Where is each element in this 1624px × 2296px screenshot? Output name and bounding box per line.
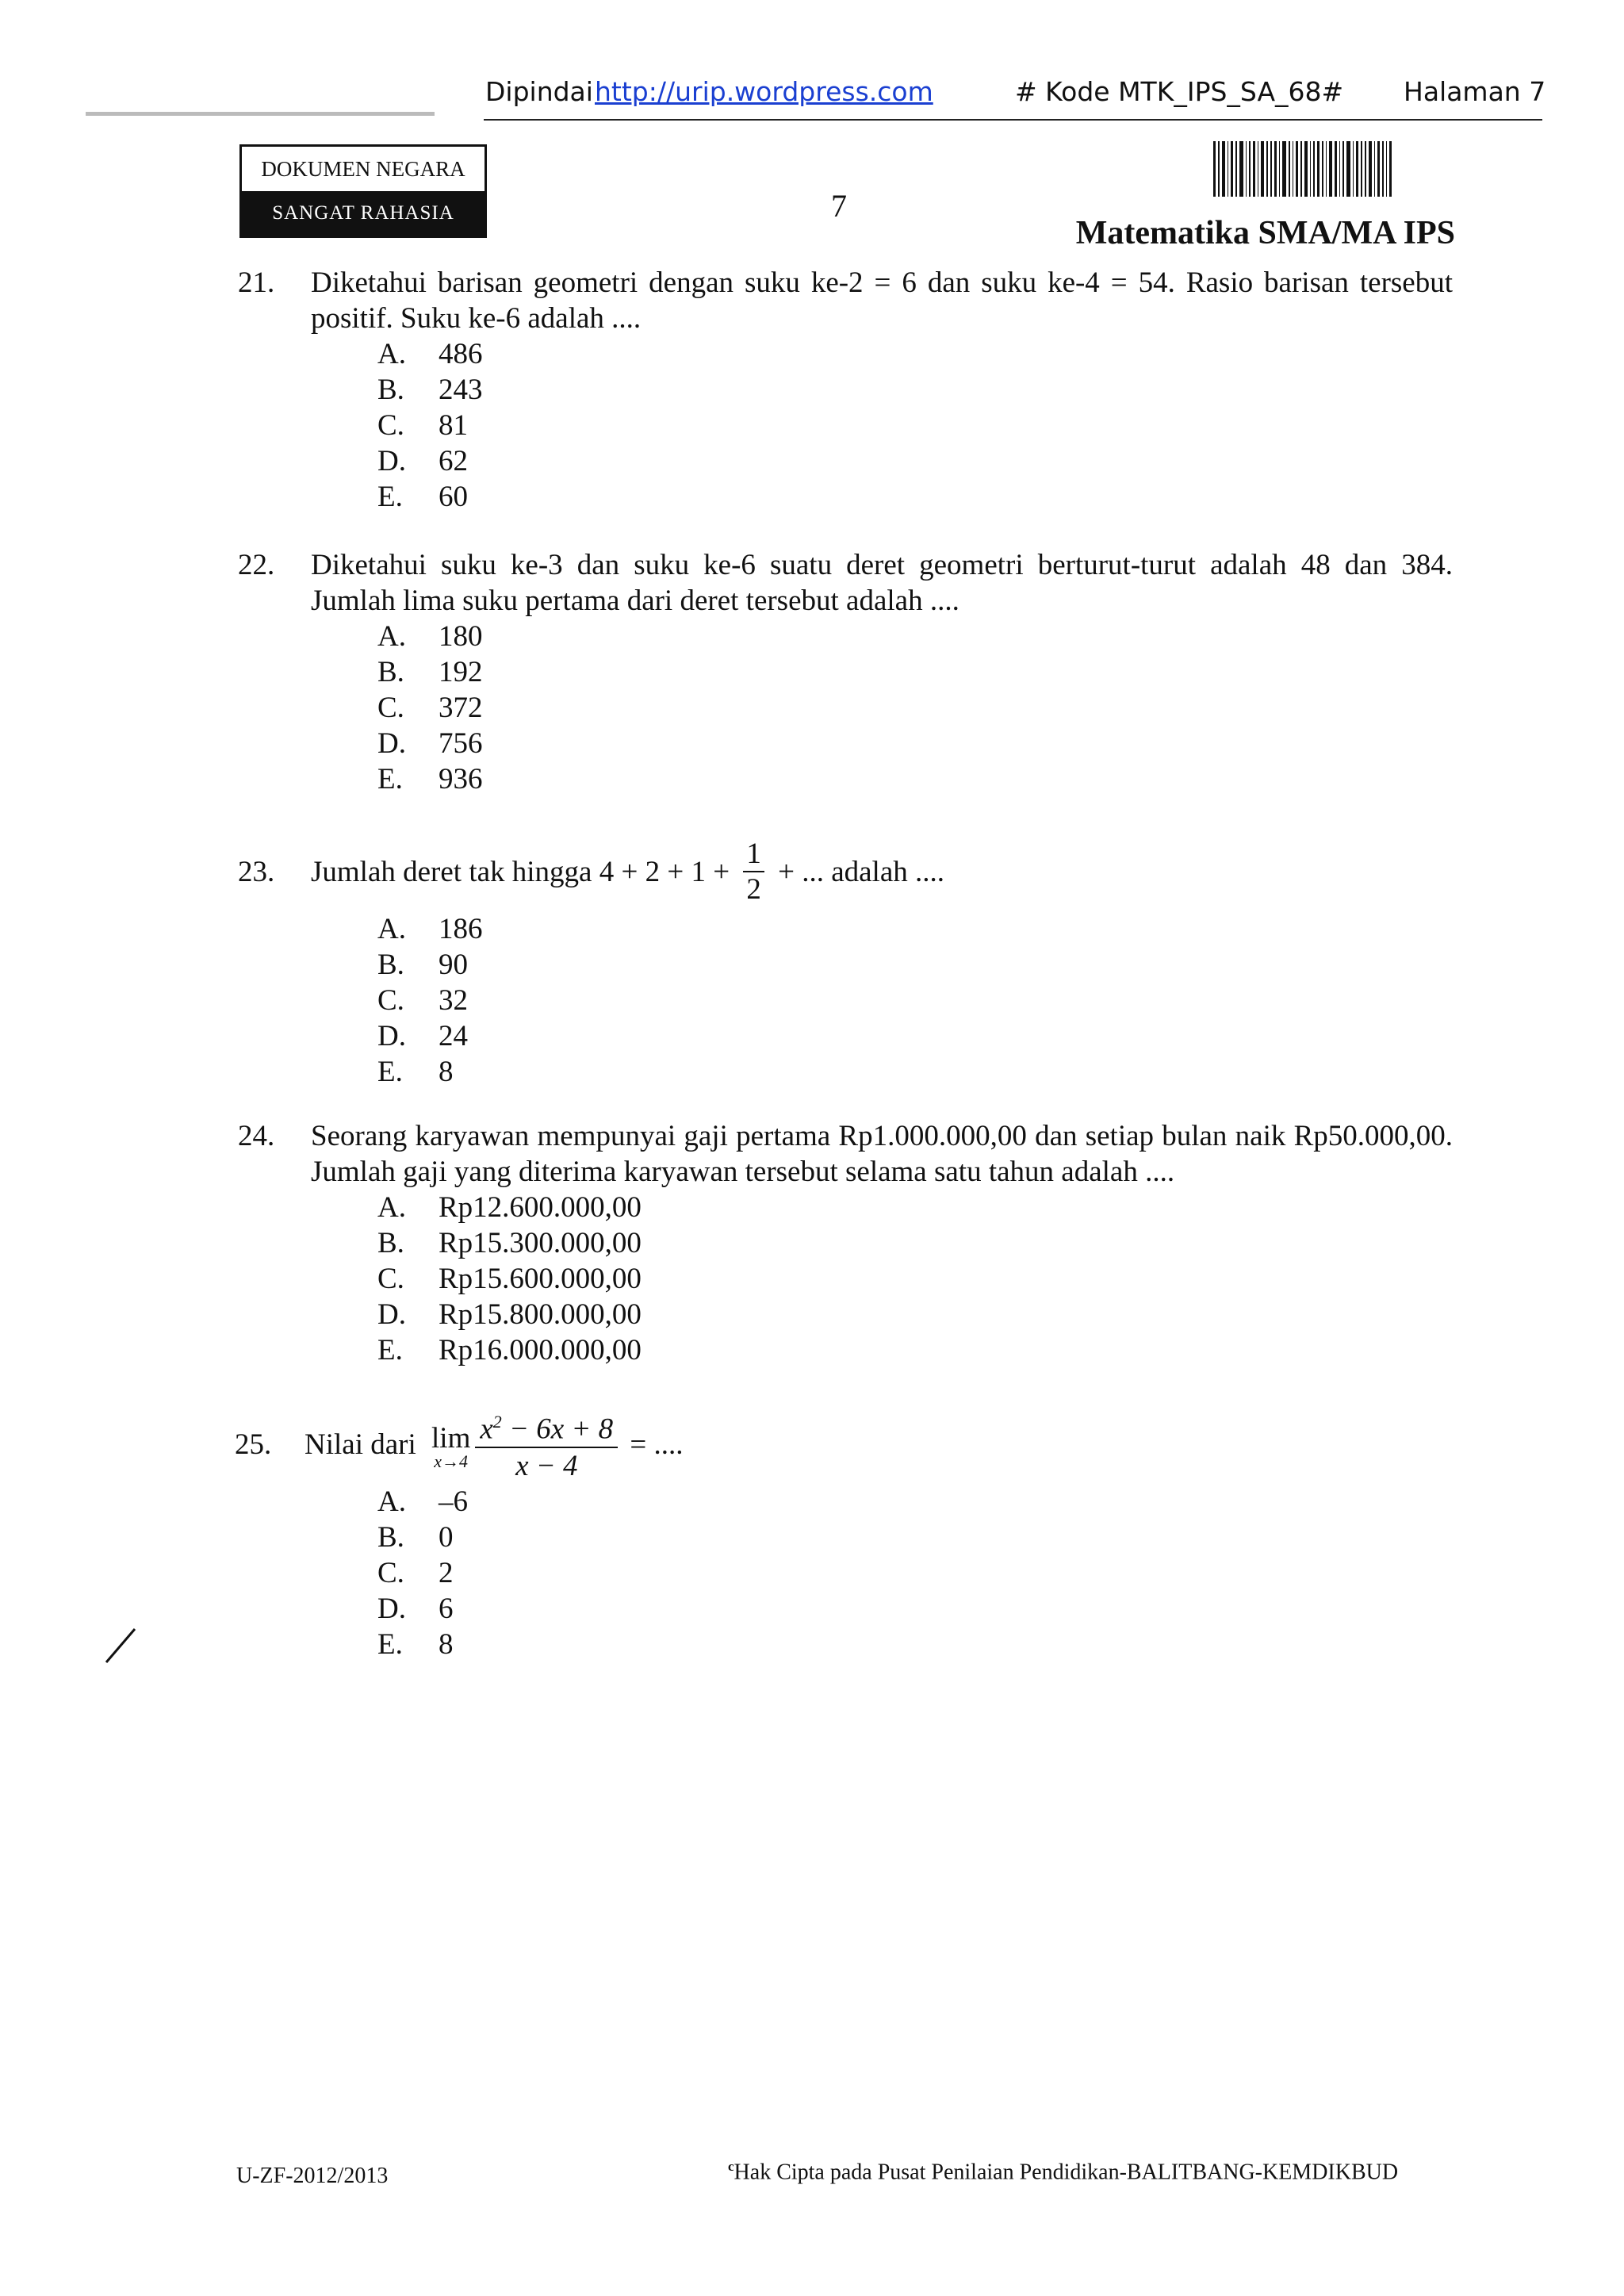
question-text-end: = .... bbox=[630, 1428, 684, 1461]
option-letter: D. bbox=[377, 727, 406, 760]
header-rule bbox=[484, 119, 1542, 121]
option bbox=[377, 408, 1453, 443]
option-value: 486 bbox=[439, 338, 483, 370]
option-value: 62 bbox=[439, 445, 468, 477]
option bbox=[377, 443, 1453, 479]
scan-header bbox=[485, 76, 1548, 117]
option bbox=[377, 947, 1453, 983]
option-value: 372 bbox=[439, 692, 483, 724]
barcode-bar bbox=[1369, 141, 1372, 197]
question-number: 22. bbox=[238, 549, 275, 581]
fraction-numerator: 1 bbox=[746, 837, 761, 870]
barcode-bar bbox=[1322, 141, 1323, 197]
barcode-bar bbox=[1356, 141, 1358, 197]
option-letter: C. bbox=[377, 1263, 404, 1295]
question-text: Diketahui suku ke-3 dan suku ke-6 suatu deret geometri berturut-turut adalah 48 dan 384. Jumlah lima suku pertama dari deret tersebut adalah .... bbox=[311, 549, 1453, 617]
barcode-bar bbox=[1235, 141, 1237, 197]
option-letter: E. bbox=[377, 481, 403, 513]
options-list bbox=[377, 1190, 1453, 1368]
barcode-bar bbox=[1231, 141, 1233, 197]
limit-subscript: x→4 bbox=[434, 1451, 469, 1472]
option-letter: E. bbox=[377, 763, 403, 795]
limit-operator bbox=[431, 1424, 470, 1470]
barcode-bar bbox=[1213, 141, 1216, 197]
option bbox=[377, 690, 1453, 726]
barcode-bar bbox=[1296, 141, 1298, 197]
barcode-bar bbox=[1382, 141, 1384, 197]
barcode-bar bbox=[1253, 141, 1255, 197]
option bbox=[377, 1190, 1453, 1225]
barcode-bar bbox=[1304, 141, 1308, 197]
barcode-bar bbox=[1374, 141, 1375, 197]
option-letter: E. bbox=[377, 1334, 403, 1366]
option-letter: A. bbox=[377, 1191, 406, 1224]
footer-code: U-ZF-2012/2013 bbox=[236, 2164, 389, 2188]
question-23 bbox=[238, 833, 1453, 1090]
question-24 bbox=[238, 1118, 1453, 1368]
option-value: 60 bbox=[439, 481, 468, 513]
barcode-bar bbox=[1346, 141, 1350, 197]
barcode-bar bbox=[1377, 141, 1380, 197]
option-letter: A. bbox=[377, 913, 406, 945]
option bbox=[377, 1332, 1453, 1368]
question-21 bbox=[238, 265, 1453, 515]
barcode-icon bbox=[1213, 141, 1459, 197]
option bbox=[377, 1627, 1450, 1662]
option-letter: D. bbox=[377, 1020, 406, 1052]
barcode-bar bbox=[1342, 141, 1344, 197]
barcode-bar bbox=[1365, 141, 1366, 197]
barcode-bar bbox=[1335, 141, 1337, 197]
option bbox=[377, 372, 1453, 408]
limit-fraction bbox=[475, 1413, 618, 1481]
source-link[interactable]: http://urip.wordpress.com bbox=[595, 76, 933, 107]
question-number: 23. bbox=[238, 856, 275, 888]
question-text bbox=[311, 833, 1453, 911]
barcode-bar bbox=[1310, 141, 1311, 197]
option-letter: C. bbox=[377, 984, 404, 1017]
option-letter: B. bbox=[377, 1521, 404, 1554]
option-value: 192 bbox=[439, 656, 483, 688]
barcode-bar bbox=[1279, 141, 1280, 197]
classification-box bbox=[239, 144, 487, 238]
barcode-bar bbox=[1274, 141, 1277, 197]
question-text-start: Nilai dari bbox=[304, 1428, 416, 1461]
option bbox=[377, 1520, 1450, 1555]
fraction-numerator bbox=[475, 1413, 618, 1447]
option-value: 6 bbox=[439, 1593, 454, 1625]
options-list bbox=[377, 911, 1453, 1090]
footer-copyright bbox=[728, 2159, 1398, 2185]
option-value: 24 bbox=[439, 1020, 468, 1052]
option-letter: B. bbox=[377, 656, 404, 688]
numerator-exponent: 2 bbox=[492, 1411, 502, 1432]
option-value: Rp16.000.000,00 bbox=[439, 1334, 642, 1366]
option-value: –6 bbox=[439, 1485, 468, 1518]
pen-stroke-mark bbox=[103, 1626, 151, 1665]
option-letter: B. bbox=[377, 949, 404, 981]
barcode-bar bbox=[1313, 141, 1315, 197]
option-value: 0 bbox=[439, 1521, 454, 1554]
option-value: 756 bbox=[439, 727, 483, 760]
page-number: 7 bbox=[831, 188, 847, 224]
option-value: 243 bbox=[439, 374, 483, 406]
option-letter: C. bbox=[377, 692, 404, 724]
question-text bbox=[304, 1405, 1450, 1484]
option-letter: A. bbox=[377, 620, 406, 653]
option bbox=[377, 654, 1453, 690]
option-value: 8 bbox=[439, 1056, 454, 1088]
option-letter: D. bbox=[377, 445, 406, 477]
option-letter: B. bbox=[377, 374, 404, 406]
option-value: 186 bbox=[439, 913, 483, 945]
classification-top: DOKUMEN NEGARA bbox=[242, 147, 485, 191]
fraction-denominator: x − 4 bbox=[475, 1447, 618, 1481]
option bbox=[377, 1555, 1450, 1591]
option bbox=[377, 1297, 1453, 1332]
option bbox=[377, 761, 1453, 797]
question-text: Seorang karyawan mempunyai gaji pertama Rp1.000.000,00 dan setiap bulan naik Rp50.000,00. Jumlah gaji yang diterima karyawan tersebut selama satu tahun adalah .... bbox=[311, 1120, 1453, 1188]
barcode-bar bbox=[1249, 141, 1251, 197]
barcode-bar bbox=[1353, 141, 1354, 197]
barcode-bar bbox=[1339, 141, 1340, 197]
fraction bbox=[743, 839, 764, 904]
option bbox=[377, 619, 1453, 654]
option-letter: E. bbox=[377, 1056, 403, 1088]
barcode-bar bbox=[1300, 141, 1302, 197]
barcode-bar bbox=[1261, 141, 1264, 197]
question-text: Diketahui barisan geometri dengan suku ke-2 = 6 dan suku ke-4 = 54. Rasio barisan tersebut positif. Suku ke-6 adalah .... bbox=[311, 266, 1453, 335]
barcode-bar bbox=[1246, 141, 1247, 197]
option bbox=[377, 911, 1453, 947]
option bbox=[377, 1225, 1453, 1261]
question-25 bbox=[235, 1405, 1450, 1662]
option bbox=[377, 479, 1453, 515]
option bbox=[377, 726, 1453, 761]
barcode-bar bbox=[1386, 141, 1387, 197]
options-list bbox=[377, 336, 1453, 515]
option-value: 180 bbox=[439, 620, 483, 653]
barcode-bar bbox=[1270, 141, 1272, 197]
limit-word: lim bbox=[431, 1422, 471, 1455]
document-code: # Kode MTK_IPS_SA_68# bbox=[1015, 76, 1344, 107]
scan-smudge bbox=[86, 112, 435, 116]
option-value: Rp12.600.000,00 bbox=[439, 1191, 642, 1224]
option-letter: C. bbox=[377, 1557, 404, 1589]
option bbox=[377, 1054, 1453, 1090]
option-letter: D. bbox=[377, 1593, 406, 1625]
barcode-bar bbox=[1317, 141, 1320, 197]
option-value: Rp15.800.000,00 bbox=[439, 1298, 642, 1331]
page-label: Halaman 7 bbox=[1404, 76, 1546, 107]
option-letter: C. bbox=[377, 409, 404, 442]
option bbox=[377, 1018, 1453, 1054]
option-letter: A. bbox=[377, 338, 406, 370]
barcode-bar bbox=[1289, 141, 1290, 197]
barcode-bar bbox=[1218, 141, 1220, 197]
copyright-mark: c bbox=[728, 2159, 734, 2174]
options-list bbox=[377, 1484, 1450, 1662]
barcode-bar bbox=[1239, 141, 1243, 197]
option-value: Rp15.300.000,00 bbox=[439, 1227, 642, 1259]
option bbox=[377, 336, 1453, 372]
option-value: Rp15.600.000,00 bbox=[439, 1263, 642, 1295]
barcode-bar bbox=[1329, 141, 1332, 197]
question-number: 21. bbox=[238, 266, 275, 299]
option-value: 936 bbox=[439, 763, 483, 795]
fraction-denominator: 2 bbox=[743, 871, 764, 904]
barcode-bar bbox=[1266, 141, 1268, 197]
option bbox=[377, 1484, 1450, 1520]
question-22 bbox=[238, 547, 1453, 797]
scan-prefix: Dipindai bbox=[485, 76, 593, 107]
option bbox=[377, 1261, 1453, 1297]
option-value: 8 bbox=[439, 1628, 454, 1661]
option-value: 90 bbox=[439, 949, 468, 981]
barcode-bar bbox=[1389, 141, 1392, 197]
option-value: 81 bbox=[439, 409, 468, 442]
barcode-bar bbox=[1282, 141, 1286, 197]
question-text-end: + ... adalah .... bbox=[778, 856, 945, 888]
classification-bottom: SANGAT RAHASIA bbox=[242, 191, 485, 236]
copyright-text: Hak Cipta pada Pusat Penilaian Pendidikan-BALITBANG-KEMDIKBUD bbox=[733, 2160, 1399, 2185]
option-letter: B. bbox=[377, 1227, 404, 1259]
options-list bbox=[377, 619, 1453, 797]
option-letter: D. bbox=[377, 1298, 406, 1331]
question-number: 25. bbox=[235, 1428, 272, 1461]
barcode-bar bbox=[1361, 141, 1362, 197]
option-letter: E. bbox=[377, 1628, 403, 1661]
question-text-start: Jumlah deret tak hingga 4 + 2 + 1 + bbox=[311, 856, 730, 888]
option bbox=[377, 983, 1453, 1018]
numerator-rest: − 6x + 8 bbox=[501, 1412, 614, 1446]
barcode-bar bbox=[1326, 141, 1327, 197]
option-value: 32 bbox=[439, 984, 468, 1017]
numerator-base: x bbox=[480, 1412, 493, 1446]
question-number: 24. bbox=[238, 1120, 275, 1152]
barcode-bar bbox=[1222, 141, 1225, 197]
option-letter: A. bbox=[377, 1485, 406, 1518]
option bbox=[377, 1591, 1450, 1627]
option-value: 2 bbox=[439, 1557, 454, 1589]
subject-title: Matematika SMA/MA IPS bbox=[1075, 215, 1455, 251]
